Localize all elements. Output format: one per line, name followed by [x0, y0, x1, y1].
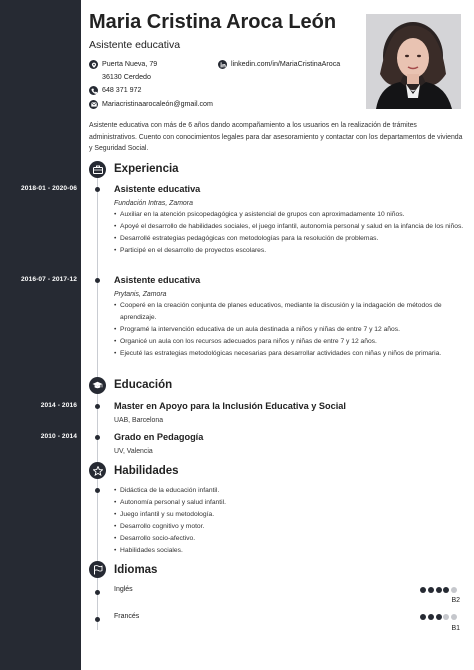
list-item: • Habilidades sociales.: [114, 545, 464, 557]
map-pin-icon: [89, 60, 98, 69]
rating-dot: [420, 614, 426, 620]
list-item: • Juego infantil y su metodología.: [114, 509, 464, 521]
email-address[interactable]: Mariacristinaarocaleón@gmail.com: [102, 100, 213, 108]
timeline-dot: [95, 617, 100, 622]
list-item: • Didáctica de la educación infantil.: [114, 485, 464, 497]
timeline-dot: [95, 404, 100, 409]
section-title-education: Educación: [114, 379, 173, 391]
language-rating: [420, 587, 457, 593]
linkedin-url[interactable]: linkedin.com/in/MariaCristinaAroca: [231, 60, 341, 68]
timeline-dot: [95, 488, 100, 493]
education-dates: 2010 - 2014: [40, 433, 77, 440]
rating-dot: [443, 614, 449, 620]
address-line1: Puerta Nueva, 79: [102, 60, 158, 68]
timeline-dot: [95, 278, 100, 283]
degree-title: Grado en Pedagogía: [114, 432, 204, 442]
job-organization: Prytanis, Zamora: [114, 291, 167, 298]
job-title: Asistente educativa: [114, 275, 201, 285]
list-item: • Ejecuté las estrategias metodológicas necesarias para desarrollar actividades con niñas y niños de primaria.: [114, 348, 464, 360]
candidate-role: Asistente educativa: [89, 39, 181, 51]
list-item: • Cooperé en la creación conjunta de planes educativos, mediante la discusión y la indagación de métodos de aprendizaje.: [114, 300, 464, 324]
job-dates: 2016-07 - 2017-12: [21, 276, 77, 283]
degree-title: Master en Apoyo para la Inclusión Educativa y Social: [114, 401, 346, 411]
job-organization: Fundación Intras, Zamora: [114, 200, 193, 207]
skills-list: [114, 485, 464, 557]
rating-dot: [420, 587, 426, 593]
school-name: UV, Valencia: [114, 448, 153, 455]
linkedin-icon: [218, 60, 227, 69]
language-rating: [420, 614, 457, 620]
rating-dot: [436, 614, 442, 620]
star-icon: [89, 462, 106, 479]
list-item: • Desarrollo cognitivo y motor.: [114, 521, 464, 533]
rating-dot: [428, 614, 434, 620]
list-item: • Apoyé el desarrollo de habilidades sociales, el juego infantil, autonomía personal y salud en la infancia de los niños.: [114, 221, 464, 233]
envelope-icon: [89, 100, 98, 109]
phone-number: 648 371 972: [102, 86, 142, 94]
language-name: Inglés: [114, 586, 133, 593]
language-level: B1: [451, 625, 460, 632]
section-title-skills: Habilidades: [114, 465, 179, 477]
timeline-dot: [95, 590, 100, 595]
rating-dot: [436, 587, 442, 593]
timeline-dot: [95, 187, 100, 192]
list-item: • Desarrollo socio-afectivo.: [114, 533, 464, 545]
phone-icon: [89, 86, 98, 95]
list-item: • Auxiliar en la atención psicopedagógica y asistencial de grupos con aproximadamente 10 niños.: [114, 209, 464, 221]
school-name: UAB, Barcelona: [114, 417, 164, 424]
education-dates: 2014 - 2016: [40, 402, 77, 409]
section-title-experience: Experiencia: [114, 163, 179, 175]
job-dates: 2018-01 - 2020-06: [21, 185, 77, 192]
profile-photo: [366, 14, 461, 109]
list-item: • Participé en el desarrollo de proyectos escolares.: [114, 245, 464, 257]
portrait-image: [366, 14, 461, 109]
briefcase-icon: [89, 161, 106, 178]
list-item: • Organicé un aula con los recursos adecuados para niños y niñas de entre 7 y 12 años.: [114, 336, 464, 348]
timeline-dot: [95, 435, 100, 440]
job-bullets: [114, 209, 464, 257]
rating-dot: [451, 614, 457, 620]
rating-dot: [428, 587, 434, 593]
list-item: • Desarrollé estrategias pedagógicas con metodologías para la resolución de problemas.: [114, 233, 464, 245]
candidate-name: Maria Cristina Aroca León: [89, 11, 337, 33]
rating-dot: [451, 587, 457, 593]
language-level: B2: [451, 597, 460, 604]
language-name: Francés: [114, 613, 140, 620]
flag-icon: [89, 561, 106, 578]
list-item: • Autonomía personal y salud infantil.: [114, 497, 464, 509]
graduation-cap-icon: [89, 377, 106, 394]
rating-dot: [443, 587, 449, 593]
job-title: Asistente educativa: [114, 184, 201, 194]
address-line2: 36130 Cerdedo: [102, 73, 151, 81]
profile-summary: Asistente educativa con más de 6 años dando acompañamiento a los usuarios en la realización de trámites administrativos. Cuento con conocimientos legales para dar asesoramiento y contactar con los departamentos de vivienda y Seguridad Social.: [89, 122, 463, 153]
section-title-languages: Idiomas: [114, 564, 158, 576]
left-sidebar: [0, 0, 81, 670]
job-bullets: [114, 300, 464, 360]
list-item: • Programé la intervención educativa de un aula destinada a niños y niñas de entre 7 y 12 años.: [114, 324, 464, 336]
